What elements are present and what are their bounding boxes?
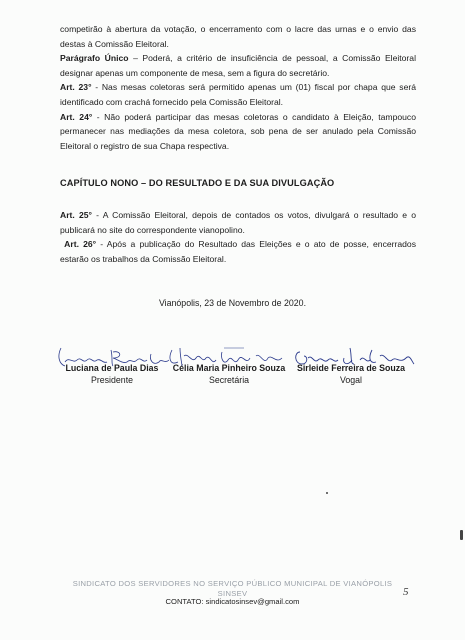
signatory-role: Presidente xyxy=(90,375,134,385)
handwritten-signature-3 xyxy=(286,342,416,372)
signatory-role: Vogal xyxy=(339,375,362,385)
paragraph-unico: Parágrafo Único – Poderá, a critério de insuficiência de pessoal, a Comissão Eleitoral designar apenas um componente de mesa, sem a figura do secretário. xyxy=(60,53,416,78)
article-24: Art. 24° - Não poderá participar das mesas coletoras o candidato à Eleição, tampouco permanecer nas mediações da mesa coletora, sob pena de ser anulado pela Comissão Eleitoral o registro de sua Chapa respectiva. xyxy=(60,111,416,151)
scan-mark xyxy=(460,530,463,540)
chapter-title: CAPÍTULO NONO – DO RESULTADO E DA SUA DIVULGAÇÃO xyxy=(60,178,335,188)
scan-speck xyxy=(326,492,328,494)
handwritten-signature-2 xyxy=(164,342,294,372)
footer-organization: SINDICATO DOS SERVIDORES NO SERVIÇO PÚBLICO MUNICIPAL DE VIANÓPOLIS SINSEV xyxy=(72,579,393,598)
signature-block-secretary xyxy=(164,362,294,386)
article-26: Art. 26° - Após a publicação do Resultado das Eleições e o ato de posse, encerrados estarão os trabalhos da Comissão Eleitoral. xyxy=(60,239,417,264)
article-23: Art. 23° - Nas mesas coletoras será permitido apenas um (01) fiscal por chapa que será identificado com crachá fornecido pela Comissão Eleitoral. xyxy=(60,82,416,107)
article-text-block xyxy=(60,22,416,153)
handwritten-signature-1 xyxy=(47,342,177,372)
signatory-name: Célia Maria Pinheiro Souza xyxy=(172,363,286,373)
signatory-role: Secretária xyxy=(208,375,250,385)
article-25: Art. 25° - A Comissão Eleitoral, depois de contados os votos, divulgará o resultado e o publicará no site do correspondente vianopolino. xyxy=(60,210,416,235)
chapter-text-block xyxy=(60,208,416,266)
date-line: Vianópolis, 23 de Novembro de 2020. xyxy=(158,298,307,308)
paragraph-continuation: competirão à abertura da votação, o encerramento com o lacre das urnas e o envio das destas à Comissão Eleitoral. xyxy=(60,24,416,49)
signature-block-vogal xyxy=(286,362,416,386)
signatory-name: Luciana de Paula Dias xyxy=(65,363,159,373)
signatory-name: Sirleide Ferreira de Souza xyxy=(296,363,406,373)
footer-contact: CONTATO: sindicatosinsev@gmail.com xyxy=(165,597,300,606)
page-number: 5 xyxy=(403,586,409,598)
signature-block-president xyxy=(47,362,177,386)
